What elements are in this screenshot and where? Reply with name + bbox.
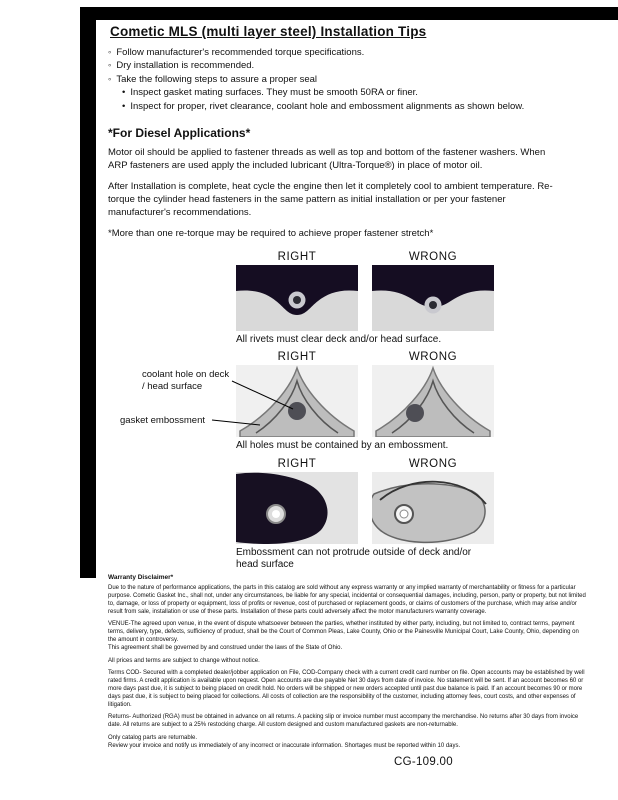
- list-item: [122, 101, 594, 113]
- list-item-text: Take the following steps to assure a proper seal: [116, 73, 318, 85]
- diagram-caption: All holes must be contained by an embossment.: [236, 440, 449, 452]
- right-label: RIGHT: [277, 351, 317, 364]
- list-item: [108, 74, 594, 86]
- warranty-disclaimer-section: [108, 574, 586, 755]
- diagram-pair: [236, 251, 594, 331]
- page-title: Cometic MLS (multi layer steel) Installation Tips: [110, 24, 427, 39]
- rivet-wrong-diagram: [372, 265, 494, 331]
- diagram-caption: Embossment can not protrude outside of deck and/or head surface: [236, 546, 472, 571]
- list-item-text: Dry installation is recommended.: [116, 60, 255, 72]
- coolant-wrong-diagram: [372, 365, 494, 437]
- diagram-row-holes: [108, 351, 594, 453]
- scan-border-top: [86, 7, 618, 20]
- diagram-pair: [236, 458, 594, 544]
- diagram-wrong-column: [372, 251, 494, 331]
- right-label: RIGHT: [277, 250, 317, 263]
- list-item-text: Inspect for proper, rivet clearance, coolant hole and embossment alignments as shown below.: [130, 100, 525, 112]
- bullet-icon: •: [122, 100, 126, 112]
- warranty-paragraph: VENUE-The agreed upon venue, in the event of dispute whatsoever between the parties, whether instituted by either party, including, but not limited to, contract terms, payment terms, delivery, type, defects, sufficiency of product, shall be the Court of Common Pleas, Lake County, Ohio or the Painesville Municipal Court, Lake County, Ohio, depending on the amount in controversy.: [108, 621, 579, 643]
- warranty-paragraph: Terms COD- Secured with a completed dealer/jobber application on File, COD-Company check with a current credit card number on file. Open accounts may be established by well rated firms. A credit application is available upon request. Open accounts are due payable Net 30 days from date of invoice. No statement will be sent. If an account becomes 60 or more days past due, it is subject to being placed on credit hold. No orders will be shipped or new orders accepted until past due balance is paid. If an account becomes 90 or more days past due, it is subject to being placed for collections. All costs of collection are the responsibility of the customer, including attorney fees, court costs, and other expenses of litigation.: [108, 670, 585, 708]
- warranty-paragraph: Due to the nature of performance applications, the parts in this catalog are sold without any express warranty or any implied warranty of merchantability or fitness for a particular purpose. Cometic Gasket Inc., shall not, under any circumstances, be liable for any special, incidental or consequential damages, including, person, party or property, but not limited to, damage, or loss of property or equipment, loss of profits or revenue, cost of purchased or replacement goods, or claims of customers of the purchase, which may arise and/or result from sale, installation or use of these parts. Installation of these parts could adversely affect the motor manufacturers warranty coverage.: [108, 585, 586, 615]
- diagram-pair: [236, 351, 594, 437]
- list-item: [108, 47, 594, 59]
- list-item-text: Inspect gasket mating surfaces. They must be smooth 50RA or finer.: [130, 87, 418, 99]
- bullet-icon: ◦: [108, 47, 112, 58]
- diagram-wrong-column: [372, 351, 494, 437]
- diagrams-section: [108, 251, 594, 572]
- page-code: CG-109.00: [394, 756, 453, 768]
- diagram-right-column: [236, 458, 358, 544]
- tips-list: [108, 47, 594, 112]
- list-item: [108, 60, 594, 72]
- warranty-paragraph: Only catalog parts are returnable.: [108, 734, 198, 741]
- page-content: [108, 24, 594, 577]
- coolant-right-diagram: [236, 365, 358, 437]
- embossment-wrong-diagram: [372, 472, 494, 544]
- diesel-paragraph-1: Motor oil should be applied to fastener threads as well as top and bottom of the fastener washers. When ARP fasteners are used apply the included lubricant (Ultra-Torque®) in place of motor oil.: [108, 147, 546, 171]
- gasket-embossment-callout-label: gasket embossment: [120, 415, 206, 427]
- diagram-row-rivets: [108, 251, 594, 347]
- scan-border-left: [80, 7, 96, 578]
- wrong-label: WRONG: [408, 351, 458, 364]
- wrong-label: WRONG: [408, 250, 458, 263]
- bullet-icon: •: [122, 87, 126, 99]
- list-item: [122, 87, 594, 99]
- warranty-paragraph: Returns- Authorized (RGA) must be obtained in advance on all returns. A packing slip or invoice number must accompany the merchandise. No returns after 30 days from invoice date. All returns are subject to a 25% restocking charge. All custom designed and custom manufactured gaskets are non-returnable.: [108, 714, 579, 729]
- diagram-wrong-column: [372, 458, 494, 544]
- right-label: RIGHT: [277, 457, 317, 470]
- rivet-right-diagram: [236, 265, 358, 331]
- diagram-row-embossment: [108, 458, 594, 572]
- bullet-icon: ◦: [108, 60, 112, 72]
- diesel-paragraph-3: *More than one re-torque may be required to achieve proper fastener stretch*: [108, 228, 434, 240]
- diesel-paragraph-2: After Installation is complete, heat cycle the engine then let it completely cool to ambient temperature. Re-torque the cylinder head fasteners in the same pattern as initial installation or per your fastener manufacturer's recommendations.: [108, 181, 553, 218]
- diesel-applications-heading: *For Diesel Applications*: [108, 126, 251, 141]
- warranty-paragraph: This agreement shall be governed by and construed under the laws of the State of Ohio.: [108, 645, 343, 652]
- coolant-hole-callout-label: coolant hole on deck / head surface: [142, 369, 230, 392]
- warranty-heading: Warranty Disclaimer*: [108, 574, 174, 581]
- diagram-right-column: [236, 351, 358, 437]
- warranty-paragraph: All prices and terms are subject to change without notice.: [108, 657, 260, 664]
- diagram-caption: All rivets must clear deck and/or head surface.: [236, 333, 442, 345]
- embossment-right-diagram: [236, 472, 358, 544]
- diagram-right-column: [236, 251, 358, 331]
- bullet-icon: ◦: [108, 73, 112, 85]
- warranty-paragraph: Review your invoice and notify us immediately of any incorrect or inaccurate information. Shortages must be reported within 10 days.: [108, 742, 461, 749]
- wrong-label: WRONG: [408, 457, 458, 470]
- list-item-text: Follow manufacturer's recommended torque specifications.: [116, 47, 365, 58]
